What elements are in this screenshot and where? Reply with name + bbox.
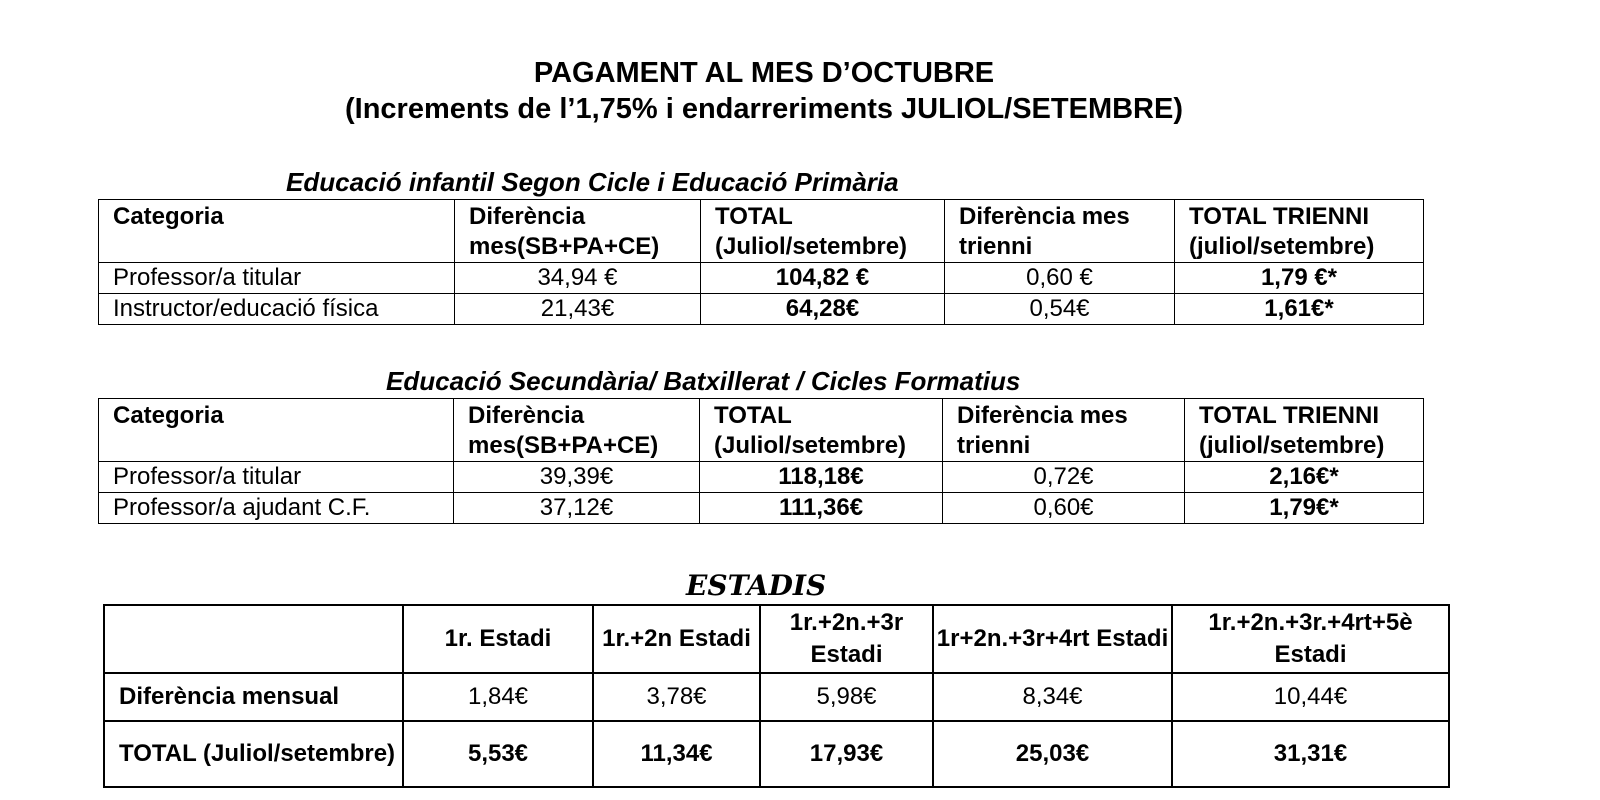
categoria-cell: Professor/a titular: [99, 263, 455, 294]
value-cell: 1,84€: [403, 673, 593, 721]
diferencia-trienni-cell: 0,72€: [943, 462, 1185, 493]
diferencia-cell: 39,39€: [454, 462, 700, 493]
value-cell: 17,93€: [760, 721, 933, 787]
header-estadi-5: 1r.+2n.+3r.+4rt+5è Estadi: [1172, 605, 1449, 673]
diferencia-trienni-cell: 0,60 €: [945, 263, 1175, 294]
categoria-cell: Instructor/educació física: [99, 294, 455, 325]
total-cell: 64,28€: [701, 294, 945, 325]
infantil-primaria-table: [98, 199, 1424, 325]
total-trienni-cell: 1,79 €*: [1175, 263, 1424, 294]
total-trienni-cell: 1,61€*: [1175, 294, 1424, 325]
header-categoria: Categoria: [99, 399, 454, 462]
value-cell: 10,44€: [1172, 673, 1449, 721]
total-cell: 104,82 €: [701, 263, 945, 294]
header-total: TOTAL (Juliol/setembre): [700, 399, 943, 462]
estadis-table: [103, 604, 1450, 788]
value-cell: 8,34€: [933, 673, 1172, 721]
row-label: Diferència mensual: [104, 673, 403, 721]
table-row: [104, 673, 1449, 721]
diferencia-cell: 37,12€: [454, 493, 700, 524]
header-total-trienni: TOTAL TRIENNI (juliol/setembre): [1185, 399, 1424, 462]
categoria-cell: Professor/a ajudant C.F.: [99, 493, 454, 524]
value-cell: 3,78€: [593, 673, 760, 721]
total-trienni-cell: 2,16€*: [1185, 462, 1424, 493]
header-estadi-1: 1r. Estadi: [403, 605, 593, 673]
page-title: PAGAMENT AL MES D’OCTUBRE: [533, 57, 995, 89]
table-row: [99, 462, 1424, 493]
table-header-row: [99, 399, 1424, 462]
page-subtitle: (Increments de l’1,75% i endarreriments JULIOL/SETEMBRE): [344, 93, 1183, 125]
header-estadi-2: 1r.+2n Estadi: [593, 605, 760, 673]
table-row: [99, 493, 1424, 524]
table-header-row: [104, 605, 1449, 673]
header-diferencia-trienni: Diferència mes trienni: [943, 399, 1185, 462]
total-trienni-cell: 1,79€*: [1185, 493, 1424, 524]
value-cell: 31,31€: [1172, 721, 1449, 787]
estadis-title: ESTADIS: [686, 569, 827, 602]
value-cell: 25,03€: [933, 721, 1172, 787]
header-diferencia-trienni: Diferència mes trienni: [945, 200, 1175, 263]
section1-title: Educació infantil Segon Cicle i Educació Primària: [286, 167, 899, 197]
total-cell: 118,18€: [700, 462, 943, 493]
value-cell: 5,53€: [403, 721, 593, 787]
section2-title: Educació Secundària/ Batxillerat / Cicles Formatius: [386, 366, 1021, 396]
table-row: [99, 294, 1424, 325]
header-diferencia: Diferència mes(SB+PA+CE): [455, 200, 701, 263]
diferencia-cell: 21,43€: [455, 294, 701, 325]
diferencia-trienni-cell: 0,60€: [943, 493, 1185, 524]
header-diferencia: Diferència mes(SB+PA+CE): [454, 399, 700, 462]
table-row: [99, 263, 1424, 294]
categoria-cell: Professor/a titular: [99, 462, 454, 493]
value-cell: 11,34€: [593, 721, 760, 787]
total-cell: 111,36€: [700, 493, 943, 524]
header-total: TOTAL (Juliol/setembre): [701, 200, 945, 263]
header-total-trienni: TOTAL TRIENNI (juliol/setembre): [1175, 200, 1424, 263]
diferencia-cell: 34,94 €: [455, 263, 701, 294]
table-header-row: [99, 200, 1424, 263]
header-empty: [104, 605, 403, 673]
header-categoria: Categoria: [99, 200, 455, 263]
table-row: [104, 721, 1449, 787]
value-cell: 5,98€: [760, 673, 933, 721]
secundaria-table: [98, 398, 1424, 524]
row-label: TOTAL (Juliol/setembre): [104, 721, 403, 787]
diferencia-trienni-cell: 0,54€: [945, 294, 1175, 325]
header-estadi-3: 1r.+2n.+3r Estadi: [760, 605, 933, 673]
header-estadi-4: 1r+2n.+3r+4rt Estadi: [933, 605, 1172, 673]
